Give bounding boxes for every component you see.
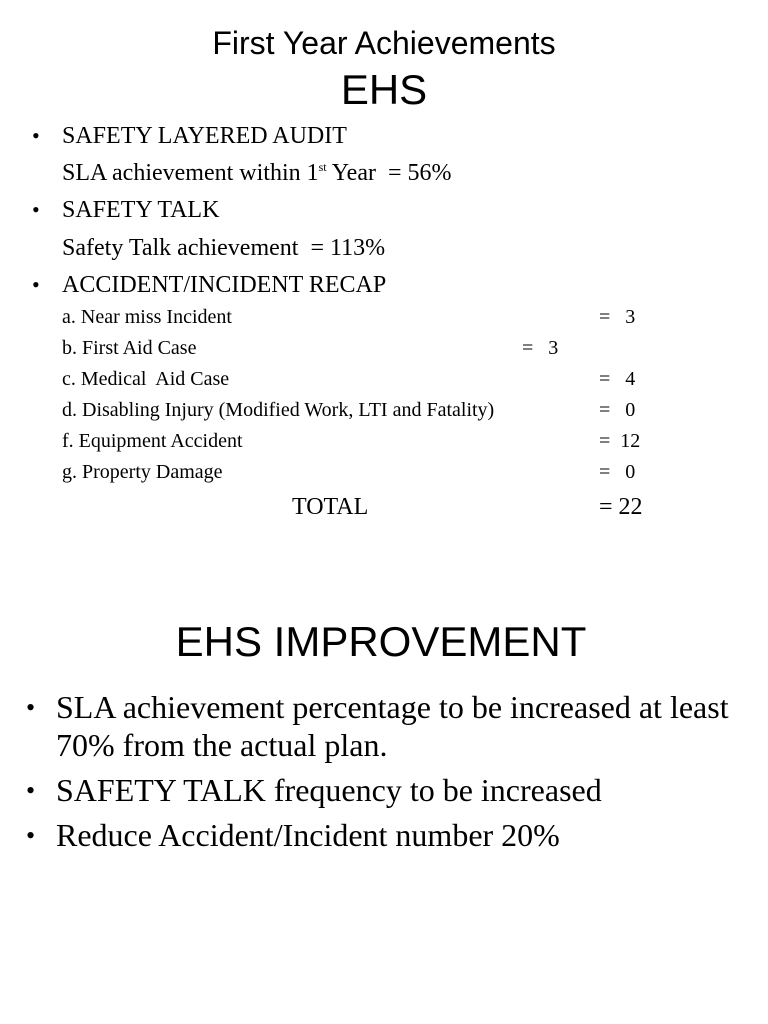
bullet-marker: • — [32, 197, 40, 222]
recap-item-value: = 3 — [522, 337, 559, 359]
sla-heading: SAFETY LAYERED AUDIT — [62, 123, 347, 149]
safety-talk-detail: Safety Talk achievement = 113% — [62, 235, 386, 261]
bullet-marker: • — [26, 693, 36, 722]
recap-total-label: TOTAL — [292, 494, 369, 520]
recap-item-value: = 0 — [599, 461, 636, 483]
recap-item-label: g. Property Damage — [62, 461, 223, 483]
recap-total-value: = 22 — [599, 494, 643, 520]
bullet-marker: • — [26, 776, 36, 805]
safety-talk-heading: SAFETY TALK — [62, 197, 220, 223]
sla-detail-prefix: SLA achievement within 1 — [62, 160, 319, 186]
recap-item-label: d. Disabling Injury (Modified Work, LTI and Fatality) — [62, 399, 495, 421]
recap-item-label: c. Medical Aid Case — [62, 368, 230, 390]
sla-detail — [62, 159, 452, 187]
improvement-item: SLA achievement percentage to be increased at least 70% from the actual plan. — [56, 689, 729, 763]
recap-item-value: = 4 — [599, 368, 636, 390]
recap-heading: ACCIDENT/INCIDENT RECAP — [62, 272, 387, 298]
bullet-marker: • — [32, 123, 40, 148]
recap-item-value: = 0 — [599, 399, 636, 421]
bullet-marker: • — [26, 821, 36, 850]
recap-item-label: f. Equipment Accident — [62, 430, 243, 452]
recap-item-value: = 12 — [599, 430, 641, 452]
recap-item-value: = 3 — [599, 306, 636, 328]
recap-item-label: a. Near miss Incident — [62, 306, 232, 328]
sla-detail-suffix: Year = 56% — [326, 160, 452, 186]
page-title: First Year Achievements — [212, 25, 556, 61]
recap-item-label: b. First Aid Case — [62, 337, 197, 359]
improvement-item: Reduce Accident/Incident number 20% — [56, 817, 560, 853]
improvement-item: SAFETY TALK frequency to be increased — [56, 772, 602, 808]
sla-detail-sup: st — [318, 160, 327, 174]
bullet-marker: • — [32, 272, 40, 297]
section-title-ehs: EHS — [340, 66, 428, 113]
section-title-improvement: EHS IMPROVEMENT — [175, 618, 587, 665]
